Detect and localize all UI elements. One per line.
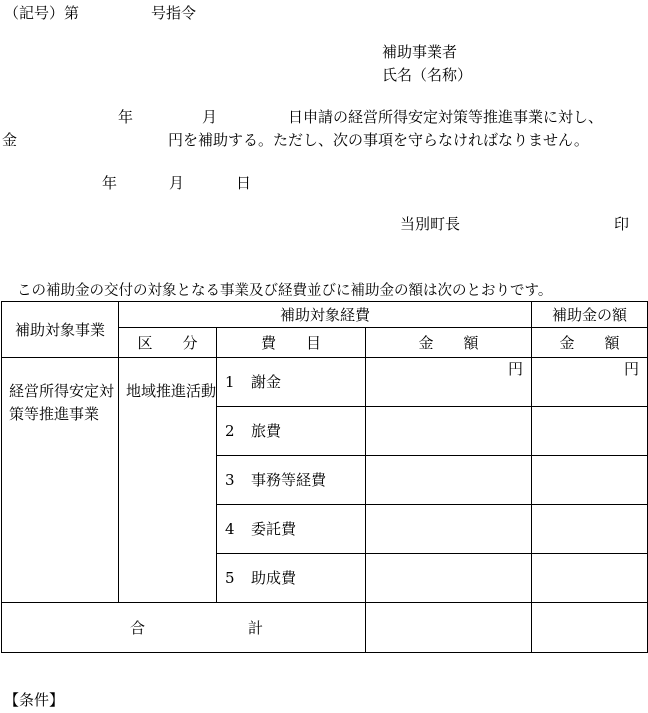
- seal-mark: 印: [614, 215, 630, 233]
- item-number: 1: [225, 373, 235, 391]
- header-expense: 補助対象経費: [119, 302, 532, 328]
- subsidy-cell: [532, 456, 648, 505]
- subsidy-cell: [532, 358, 648, 407]
- item-label: 旅費: [251, 422, 282, 440]
- division-name: 地域推進活動: [119, 358, 217, 603]
- subsidy-table: [1, 301, 648, 653]
- item-row-5: [217, 554, 366, 603]
- header-amount: 金 額: [366, 328, 532, 358]
- document-number-suffix: 号指令: [151, 4, 197, 22]
- total-amount-cell: [366, 603, 532, 653]
- item-row-1: [217, 358, 366, 407]
- amount-cell: [366, 407, 532, 456]
- total-char-2: 計: [247, 618, 263, 637]
- header-division: 区 分: [119, 328, 217, 358]
- subsidy-cell: [532, 505, 648, 554]
- mayor-title: 当別町長: [400, 215, 461, 233]
- item-row-4: [217, 505, 366, 554]
- amount-cell: [366, 505, 532, 554]
- total-subsidy-cell: [532, 603, 648, 653]
- yen-unit: 円: [624, 360, 640, 378]
- table-intro: この補助金の交付の対象となる事業及び経費並びに補助金の額は次のとおりです。: [17, 283, 553, 299]
- date-day: 日: [236, 174, 252, 192]
- item-label: 謝金: [251, 373, 282, 391]
- subsidy-cell: [532, 407, 648, 456]
- item-label: 委託費: [251, 520, 297, 538]
- conditions-heading: 【条件】: [4, 691, 65, 709]
- application-year: 年: [118, 108, 134, 126]
- project-name: 経営所得安定対策等推進事業: [2, 358, 119, 603]
- amount-kin: 金: [2, 131, 18, 149]
- item-number: 2: [225, 422, 235, 440]
- total-char-1: 合: [129, 618, 145, 637]
- header-project: 補助対象事業: [2, 302, 119, 358]
- item-row-2: [217, 407, 366, 456]
- item-row-3: [217, 456, 366, 505]
- amount-cell: [366, 456, 532, 505]
- item-label: 事務等経費: [251, 471, 327, 489]
- date-year: 年: [102, 174, 118, 192]
- recipient-name-label: 氏名（名称）: [382, 66, 473, 84]
- total-label: [2, 603, 366, 653]
- grant-sentence: 円を補助する。ただし、次の事項を守らなければなりません。: [168, 131, 589, 149]
- amount-cell: [366, 358, 532, 407]
- subsidy-cell: [532, 554, 648, 603]
- date-month: 月: [169, 174, 185, 192]
- document-number-prefix: （記号）第: [4, 4, 80, 22]
- item-label: 助成費: [251, 569, 297, 587]
- item-number: 5: [225, 569, 235, 587]
- yen-unit: 円: [508, 360, 524, 378]
- recipient-title: 補助事業者: [382, 43, 458, 61]
- item-number: 3: [225, 471, 235, 489]
- header-item: 費 目: [217, 328, 366, 358]
- header-subsidy-amount: 補助金の額: [532, 302, 648, 328]
- application-month: 月: [202, 108, 218, 126]
- application-sentence: 日申請の経営所得安定対策等推進事業に対し、: [288, 108, 604, 126]
- header-subsidy-amount-value: 金 額: [532, 328, 648, 358]
- amount-cell: [366, 554, 532, 603]
- item-number: 4: [225, 520, 235, 538]
